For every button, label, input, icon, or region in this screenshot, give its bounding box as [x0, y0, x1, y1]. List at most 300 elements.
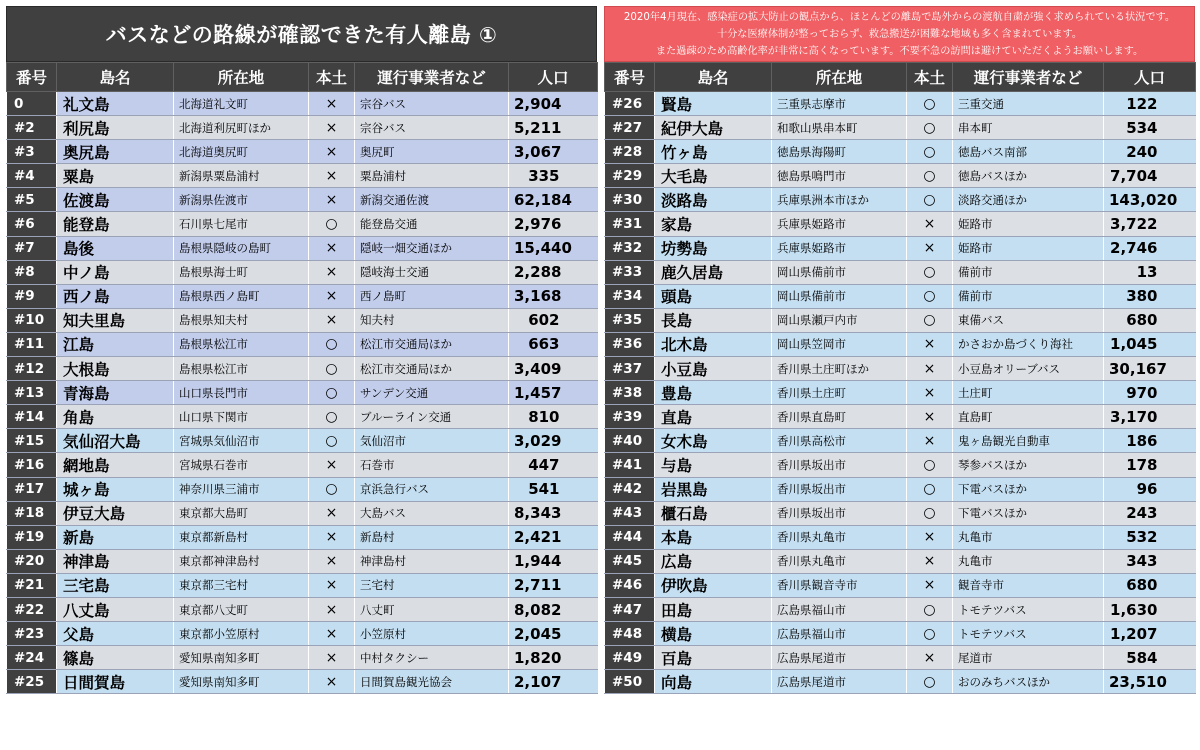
- cell-population: 541: [509, 477, 598, 501]
- table-row: [7, 164, 598, 188]
- table-row: [605, 236, 1196, 260]
- cell-location: 香川県丸亀市: [772, 525, 907, 549]
- table-body-right: [605, 92, 1196, 694]
- cell-mainland-link: ×: [309, 92, 355, 116]
- cell-mainland-link: ×: [309, 646, 355, 670]
- cell-mainland-link: ○: [907, 116, 953, 140]
- cell-island-name: 岩黒島: [655, 477, 772, 501]
- table-title: バスなどの路線が確認できた有人離島 ①: [6, 6, 597, 62]
- cell-location: 広島県尾道市: [772, 646, 907, 670]
- cell-population: 343: [1104, 549, 1196, 573]
- cell-number: #28: [605, 140, 655, 164]
- cell-population: 1,457: [509, 381, 598, 405]
- cell-population: 2,976: [509, 212, 598, 236]
- cell-location: 東京都神津島村: [174, 549, 309, 573]
- cell-island-name: 伊豆大島: [57, 501, 174, 525]
- cell-operator: 下電バスほか: [953, 477, 1104, 501]
- island-table-left: [6, 62, 598, 694]
- col-header-number: 番号: [605, 63, 655, 92]
- cell-population: 2,288: [509, 260, 598, 284]
- cell-location: 香川県観音寺市: [772, 573, 907, 597]
- table-row: [605, 284, 1196, 308]
- table-row: [605, 212, 1196, 236]
- cell-mainland-link: ×: [309, 284, 355, 308]
- cell-population: 186: [1104, 429, 1196, 453]
- cell-population: 584: [1104, 646, 1196, 670]
- cell-mainland-link: ○: [907, 308, 953, 332]
- cell-number: #44: [605, 525, 655, 549]
- cell-location: 香川県土庄町ほか: [772, 357, 907, 381]
- cell-location: 山口県長門市: [174, 381, 309, 405]
- cell-mainland-link: ×: [907, 549, 953, 573]
- cell-population: 970: [1104, 381, 1196, 405]
- cell-population: 143,020: [1104, 188, 1196, 212]
- col-header-island: 島名: [57, 63, 174, 92]
- cell-mainland-link: ○: [309, 332, 355, 356]
- cell-population: 2,421: [509, 525, 598, 549]
- cell-location: 島根県松江市: [174, 332, 309, 356]
- cell-island-name: 女木島: [655, 429, 772, 453]
- cell-mainland-link: ×: [309, 622, 355, 646]
- cell-operator: おのみちバスほか: [953, 670, 1104, 694]
- col-header-number: 番号: [7, 63, 57, 92]
- cell-location: 徳島県海陽町: [772, 140, 907, 164]
- cell-location: 香川県坂出市: [772, 453, 907, 477]
- cell-mainland-link: ○: [907, 622, 953, 646]
- cell-population: 1,944: [509, 549, 598, 573]
- col-header-operator: 運行事業者など: [953, 63, 1104, 92]
- table-row: [605, 140, 1196, 164]
- cell-location: 東京都八丈町: [174, 597, 309, 621]
- table-row: [605, 116, 1196, 140]
- cell-operator: 徳島バス南部: [953, 140, 1104, 164]
- cell-island-name: 能登島: [57, 212, 174, 236]
- table-row: [7, 501, 598, 525]
- cell-location: 石川県七尾市: [174, 212, 309, 236]
- cell-number: #14: [7, 405, 57, 429]
- cell-operator: 隠岐一畑交通ほか: [355, 236, 509, 260]
- cell-location: 新潟県粟島浦村: [174, 164, 309, 188]
- cell-island-name: 西ノ島: [57, 284, 174, 308]
- table-row: [605, 670, 1196, 694]
- cell-population: 7,704: [1104, 164, 1196, 188]
- cell-island-name: 粟島: [57, 164, 174, 188]
- cell-island-name: 網地島: [57, 453, 174, 477]
- cell-location: 和歌山県串本町: [772, 116, 907, 140]
- table-row: [7, 357, 598, 381]
- cell-operator: 土庄町: [953, 381, 1104, 405]
- cell-population: 335: [509, 164, 598, 188]
- cell-number: #12: [7, 357, 57, 381]
- cell-number: #20: [7, 549, 57, 573]
- cell-location: 岡山県備前市: [772, 260, 907, 284]
- cell-operator: 鬼ヶ島観光自動車: [953, 429, 1104, 453]
- cell-operator: 宗谷バス: [355, 116, 509, 140]
- cell-mainland-link: ○: [309, 405, 355, 429]
- cell-number: #22: [7, 597, 57, 621]
- cell-operator: ブルーライン交通: [355, 405, 509, 429]
- cell-mainland-link: ×: [309, 140, 355, 164]
- cell-population: 30,167: [1104, 357, 1196, 381]
- cell-number: #6: [7, 212, 57, 236]
- cell-location: 香川県坂出市: [772, 501, 907, 525]
- cell-number: #40: [605, 429, 655, 453]
- cell-number: #36: [605, 332, 655, 356]
- cell-operator: 気仙沼市: [355, 429, 509, 453]
- table-row: [605, 405, 1196, 429]
- header-row: [605, 63, 1196, 92]
- cell-mainland-link: ×: [309, 116, 355, 140]
- cell-number: 0: [7, 92, 57, 116]
- right-table-panel: [604, 6, 1195, 694]
- cell-population: 663: [509, 332, 598, 356]
- cell-island-name: 父島: [57, 622, 174, 646]
- cell-mainland-link: ×: [309, 260, 355, 284]
- cell-operator: 丸亀市: [953, 525, 1104, 549]
- cell-number: #43: [605, 501, 655, 525]
- table-row: [7, 646, 598, 670]
- cell-location: 東京都新島村: [174, 525, 309, 549]
- cell-number: #17: [7, 477, 57, 501]
- cell-operator: 下電バスほか: [953, 501, 1104, 525]
- cell-mainland-link: ×: [907, 357, 953, 381]
- cell-number: #32: [605, 236, 655, 260]
- cell-population: 1,207: [1104, 622, 1196, 646]
- cell-island-name: 直島: [655, 405, 772, 429]
- col-header-location: 所在地: [772, 63, 907, 92]
- table-row: [605, 429, 1196, 453]
- cell-population: 3,170: [1104, 405, 1196, 429]
- cell-mainland-link: ○: [907, 164, 953, 188]
- cell-location: 愛知県南知多町: [174, 646, 309, 670]
- table-row: [605, 381, 1196, 405]
- cell-number: #4: [7, 164, 57, 188]
- cell-mainland-link: ○: [907, 453, 953, 477]
- table-row: [7, 549, 598, 573]
- cell-population: 243: [1104, 501, 1196, 525]
- table-row: [7, 284, 598, 308]
- cell-location: 宮城県気仙沼市: [174, 429, 309, 453]
- cell-population: 62,184: [509, 188, 598, 212]
- cell-island-name: 大毛島: [655, 164, 772, 188]
- cell-number: #25: [7, 670, 57, 694]
- cell-operator: 八丈町: [355, 597, 509, 621]
- table-row: [7, 212, 598, 236]
- cell-location: 東京都小笠原村: [174, 622, 309, 646]
- left-table-panel: [6, 6, 597, 694]
- cell-island-name: 八丈島: [57, 597, 174, 621]
- cell-island-name: 礼文島: [57, 92, 174, 116]
- cell-number: #38: [605, 381, 655, 405]
- cell-mainland-link: ×: [907, 212, 953, 236]
- cell-operator: 新島村: [355, 525, 509, 549]
- cell-island-name: 与島: [655, 453, 772, 477]
- cell-island-name: 知夫里島: [57, 308, 174, 332]
- cell-island-name: 長島: [655, 308, 772, 332]
- cell-island-name: 佐渡島: [57, 188, 174, 212]
- cell-operator: サンデン交通: [355, 381, 509, 405]
- cell-location: 広島県尾道市: [772, 670, 907, 694]
- cell-operator: 京浜急行バス: [355, 477, 509, 501]
- col-header-population: 人口: [509, 63, 598, 92]
- cell-mainland-link: ○: [309, 212, 355, 236]
- cell-mainland-link: ×: [907, 236, 953, 260]
- cell-mainland-link: ×: [309, 236, 355, 260]
- cell-location: 兵庫県姫路市: [772, 212, 907, 236]
- cell-number: #27: [605, 116, 655, 140]
- cell-island-name: 日間賀島: [57, 670, 174, 694]
- cell-number: #42: [605, 477, 655, 501]
- cell-location: 山口県下関市: [174, 405, 309, 429]
- cell-population: 2,746: [1104, 236, 1196, 260]
- table-row: [7, 236, 598, 260]
- cell-island-name: 篠島: [57, 646, 174, 670]
- cell-number: #18: [7, 501, 57, 525]
- notice-line: また過疎のため高齢化率が非常に高くなっています。不要不急の訪問は避けていただくようお願いします。: [655, 45, 1144, 57]
- cell-operator: 日間賀島観光協会: [355, 670, 509, 694]
- table-row: [605, 357, 1196, 381]
- cell-mainland-link: ×: [309, 549, 355, 573]
- cell-island-name: 豊島: [655, 381, 772, 405]
- table-row: [605, 573, 1196, 597]
- cell-operator: 石巻市: [355, 453, 509, 477]
- cell-island-name: 本島: [655, 525, 772, 549]
- col-header-operator: 運行事業者など: [355, 63, 509, 92]
- cell-island-name: 櫃石島: [655, 501, 772, 525]
- cell-island-name: 三宅島: [57, 573, 174, 597]
- cell-location: 三重県志摩市: [772, 92, 907, 116]
- cell-number: #16: [7, 453, 57, 477]
- table-row: [7, 92, 598, 116]
- table-row: [605, 646, 1196, 670]
- cell-mainland-link: ○: [309, 381, 355, 405]
- cell-number: #46: [605, 573, 655, 597]
- cell-mainland-link: ○: [907, 670, 953, 694]
- table-row: [7, 188, 598, 212]
- cell-population: 122: [1104, 92, 1196, 116]
- cell-location: 岡山県瀬戸内市: [772, 308, 907, 332]
- col-header-population: 人口: [1104, 63, 1196, 92]
- table-row: [7, 140, 598, 164]
- cell-mainland-link: ○: [309, 357, 355, 381]
- cell-population: 2,904: [509, 92, 598, 116]
- table-row: [605, 501, 1196, 525]
- cell-mainland-link: ×: [907, 381, 953, 405]
- cell-island-name: 坊勢島: [655, 236, 772, 260]
- cell-population: 2,711: [509, 573, 598, 597]
- cell-mainland-link: ○: [907, 92, 953, 116]
- cell-island-name: 伊吹島: [655, 573, 772, 597]
- cell-number: #41: [605, 453, 655, 477]
- cell-population: 96: [1104, 477, 1196, 501]
- cell-number: #7: [7, 236, 57, 260]
- cell-island-name: 百島: [655, 646, 772, 670]
- cell-number: #10: [7, 308, 57, 332]
- cell-number: #5: [7, 188, 57, 212]
- cell-operator: 尾道市: [953, 646, 1104, 670]
- cell-population: 2,107: [509, 670, 598, 694]
- cell-island-name: 田島: [655, 597, 772, 621]
- cell-mainland-link: ×: [309, 188, 355, 212]
- cell-mainland-link: ○: [907, 501, 953, 525]
- cell-number: #24: [7, 646, 57, 670]
- cell-location: 兵庫県洲本市ほか: [772, 188, 907, 212]
- cell-location: 東京都大島町: [174, 501, 309, 525]
- cell-population: 534: [1104, 116, 1196, 140]
- cell-number: #39: [605, 405, 655, 429]
- cell-location: 広島県福山市: [772, 597, 907, 621]
- cell-island-name: 気仙沼大島: [57, 429, 174, 453]
- cell-location: 島根県知夫村: [174, 308, 309, 332]
- cell-operator: 宗谷バス: [355, 92, 509, 116]
- cell-island-name: 横島: [655, 622, 772, 646]
- cell-population: 178: [1104, 453, 1196, 477]
- cell-operator: 三重交通: [953, 92, 1104, 116]
- cell-location: 香川県土庄町: [772, 381, 907, 405]
- cell-mainland-link: ○: [907, 284, 953, 308]
- cell-location: 宮城県石巻市: [174, 453, 309, 477]
- cell-mainland-link: ×: [309, 308, 355, 332]
- cell-island-name: 北木島: [655, 332, 772, 356]
- cell-mainland-link: ×: [907, 573, 953, 597]
- cell-island-name: 大根島: [57, 357, 174, 381]
- table-row: [605, 525, 1196, 549]
- cell-number: #30: [605, 188, 655, 212]
- cell-number: #34: [605, 284, 655, 308]
- cell-location: 兵庫県姫路市: [772, 236, 907, 260]
- cell-operator: 神津島村: [355, 549, 509, 573]
- table-body-left: [7, 92, 598, 694]
- header-row: [7, 63, 598, 92]
- notice-line: 2020年4月現在、感染症の拡大防止の観点から、ほとんどの離島で島外からの渡航自粛が強く求められている状況です。: [623, 11, 1176, 23]
- cell-number: #13: [7, 381, 57, 405]
- cell-population: 8,343: [509, 501, 598, 525]
- cell-mainland-link: ×: [309, 573, 355, 597]
- cell-population: 3,067: [509, 140, 598, 164]
- cell-operator: 琴参バスほか: [953, 453, 1104, 477]
- cell-mainland-link: ○: [907, 477, 953, 501]
- cell-operator: 備前市: [953, 284, 1104, 308]
- cell-mainland-link: ○: [907, 260, 953, 284]
- cell-number: #47: [605, 597, 655, 621]
- cell-island-name: 角島: [57, 405, 174, 429]
- cell-location: 香川県直島町: [772, 405, 907, 429]
- table-row: [605, 597, 1196, 621]
- table-row: [605, 92, 1196, 116]
- cell-population: 680: [1104, 308, 1196, 332]
- table-row: [7, 670, 598, 694]
- cell-operator: 直島町: [953, 405, 1104, 429]
- col-header-mainland: 本土: [907, 63, 953, 92]
- cell-mainland-link: ○: [907, 188, 953, 212]
- cell-island-name: 賢島: [655, 92, 772, 116]
- cell-island-name: 広島: [655, 549, 772, 573]
- cell-operator: 小豆島オリーブバス: [953, 357, 1104, 381]
- cell-population: 5,211: [509, 116, 598, 140]
- table-row: [7, 308, 598, 332]
- cell-number: #11: [7, 332, 57, 356]
- cell-island-name: 利尻島: [57, 116, 174, 140]
- cell-location: 島根県松江市: [174, 357, 309, 381]
- cell-operator: 串本町: [953, 116, 1104, 140]
- cell-population: 13: [1104, 260, 1196, 284]
- cell-operator: 西ノ島町: [355, 284, 509, 308]
- cell-mainland-link: ○: [309, 477, 355, 501]
- cell-mainland-link: ×: [907, 332, 953, 356]
- cell-location: 香川県坂出市: [772, 477, 907, 501]
- table-row: [7, 477, 598, 501]
- cell-island-name: 淡路島: [655, 188, 772, 212]
- cell-operator: 淡路交通ほか: [953, 188, 1104, 212]
- cell-operator: 東備バス: [953, 308, 1104, 332]
- cell-population: 8,082: [509, 597, 598, 621]
- cell-operator: 隠岐海士交通: [355, 260, 509, 284]
- cell-island-name: 神津島: [57, 549, 174, 573]
- cell-population: 447: [509, 453, 598, 477]
- notice-banner: [604, 6, 1195, 62]
- cell-operator: 能登島交通: [355, 212, 509, 236]
- cell-location: 岡山県備前市: [772, 284, 907, 308]
- cell-mainland-link: ○: [907, 140, 953, 164]
- cell-island-name: 竹ヶ島: [655, 140, 772, 164]
- cell-number: #9: [7, 284, 57, 308]
- cell-island-name: 鹿久居島: [655, 260, 772, 284]
- cell-mainland-link: ×: [907, 405, 953, 429]
- cell-location: 島根県海士町: [174, 260, 309, 284]
- cell-location: 香川県高松市: [772, 429, 907, 453]
- table-row: [605, 622, 1196, 646]
- table-row: [7, 429, 598, 453]
- cell-operator: 粟島浦村: [355, 164, 509, 188]
- island-table-right: [604, 62, 1196, 694]
- cell-mainland-link: ×: [309, 525, 355, 549]
- table-row: [7, 573, 598, 597]
- cell-location: 島根県隠岐の島町: [174, 236, 309, 260]
- cell-location: 香川県丸亀市: [772, 549, 907, 573]
- cell-population: 1,820: [509, 646, 598, 670]
- cell-operator: 姫路市: [953, 236, 1104, 260]
- cell-number: #35: [605, 308, 655, 332]
- table-row: [7, 260, 598, 284]
- table-row: [7, 453, 598, 477]
- cell-location: 広島県福山市: [772, 622, 907, 646]
- cell-number: #2: [7, 116, 57, 140]
- cell-operator: 三宅村: [355, 573, 509, 597]
- cell-location: 島根県西ノ島町: [174, 284, 309, 308]
- cell-operator: トモテツバス: [953, 622, 1104, 646]
- cell-number: #31: [605, 212, 655, 236]
- cell-population: 3,168: [509, 284, 598, 308]
- cell-mainland-link: ○: [309, 429, 355, 453]
- cell-mainland-link: ×: [309, 501, 355, 525]
- cell-operator: 観音寺市: [953, 573, 1104, 597]
- cell-operator: 奥尻町: [355, 140, 509, 164]
- cell-number: #45: [605, 549, 655, 573]
- cell-population: 532: [1104, 525, 1196, 549]
- cell-operator: 姫路市: [953, 212, 1104, 236]
- table-row: [605, 332, 1196, 356]
- cell-population: 680: [1104, 573, 1196, 597]
- cell-operator: 知夫村: [355, 308, 509, 332]
- cell-population: 3,722: [1104, 212, 1196, 236]
- cell-number: #49: [605, 646, 655, 670]
- cell-population: 1,630: [1104, 597, 1196, 621]
- cell-population: 3,409: [509, 357, 598, 381]
- cell-operator: 小笠原村: [355, 622, 509, 646]
- cell-location: 神奈川県三浦市: [174, 477, 309, 501]
- cell-mainland-link: ×: [907, 525, 953, 549]
- cell-operator: 丸亀市: [953, 549, 1104, 573]
